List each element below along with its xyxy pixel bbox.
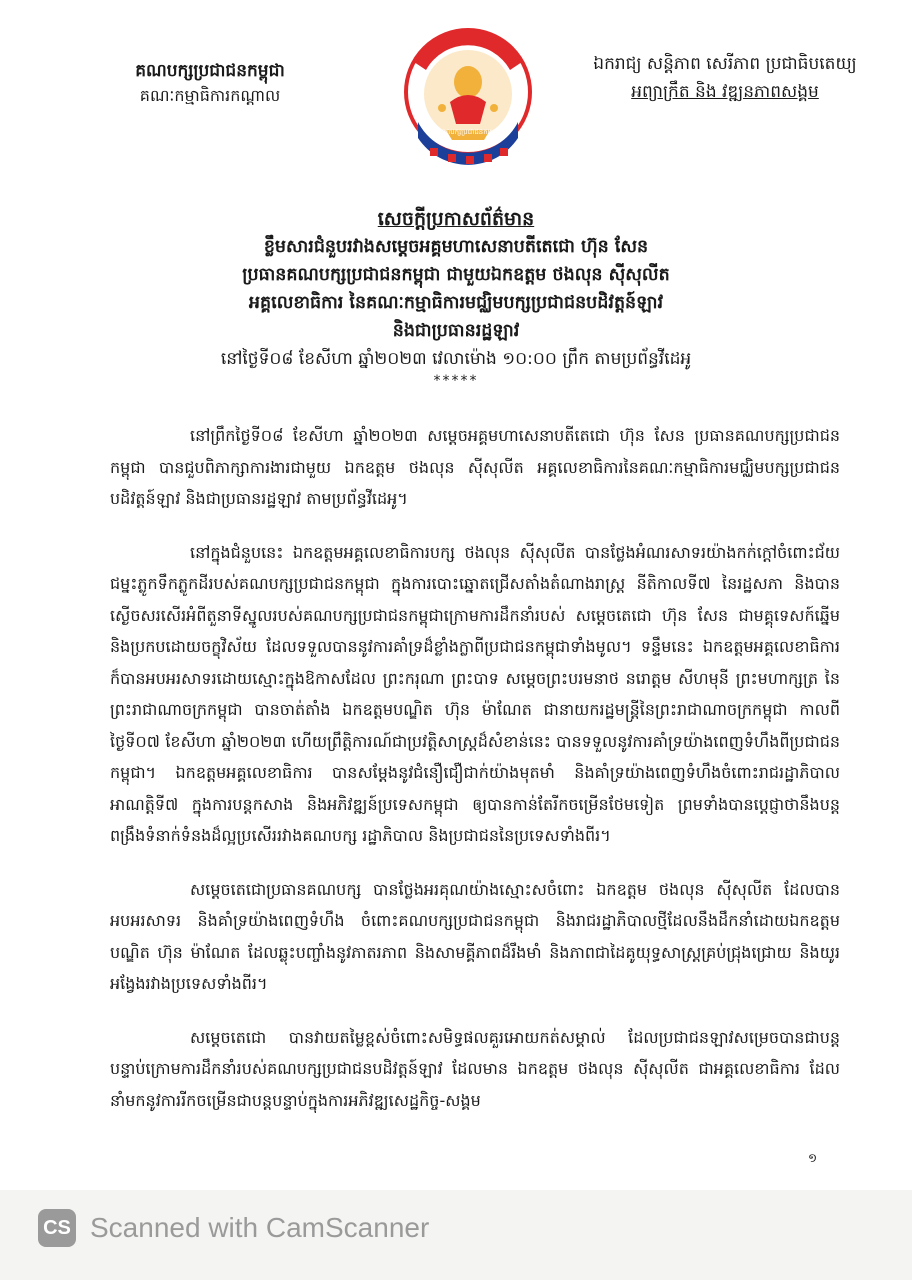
paragraph: នៅក្នុងជំនួបនេះ ឯកឧត្តមអគ្គលេខាធិការបក្ស ថងលុន ស៊ីសុលីត បានថ្លែងអំណរសាទរយ៉ាងកក់ក្តៅចំពោះជ័យជម្នះភ្លូកទឹកភ្លូកដីរបស់គណបក្សប្រជាជនកម្ពុជា ក្នុងការបោះឆ្នោតជ្រើសតាំងតំណាងរាស្ត្រ នីតិកាលទី៧ នៃរដ្ឋសភា និងបានស្ងើចសរសើរអំពីតួនាទីស្នូលរបស់គណបក្សប្រជាជនកម្ពុជាក្រោមការដឹកនាំរបស់ សម្តេចតេជោ ហ៊ុន សែន ជាមគ្គុទេសក៍ឆ្នើម និងប្រកបដោយចក្ខុវិស័យ ដែលទទួលបាននូវការគាំទ្រដ៏ខ្លាំងក្លាពីប្រជាជនកម្ពុជាទាំងមូល។ ទន្ទឹមនេះ ឯកឧត្តមអគ្គលេខាធិការ ក៏បានអបអរសាទរដោយស្មោះក្នុងឱកាសដែល ព្រះករុណា ព្រះបាទ សម្តេចព្រះបរមនាថ នរោត្តម សីហមុនី ព្រះមហាក្សត្រ នៃព្រះរាជាណាចក្រកម្ពុជា បានចាត់តាំង ឯកឧត្តមបណ្ឌិត ហ៊ុន ម៉ាណែត ជានាយករដ្ឋមន្ត្រីនៃព្រះរាជាណាចក្រកម្ពុជា កាលពីថ្ងៃទី០៧ ខែសីហា ឆ្នាំ២០២៣ ហើយព្រឹត្តិការណ៍ជាប្រវត្តិសាស្ត្រដ៏សំខាន់នេះ បានទទួលនូវការគាំទ្រយ៉ាងពេញទំហឹងពីប្រជាជនកម្ពុជា។ ឯកឧត្តមអគ្គលេខាធិការ បានសម្តែងនូវជំនឿជឿជាក់យ៉ាងមុតមាំ និងគាំទ្រយ៉ាងពេញទំហឹងចំពោះរាជរដ្ឋាភិបាលអាណត្តិទី៧ ក្នុងការបន្តកសាង និងអភិវឌ្ឍន៍ប្រទេសកម្ពុជា ឲ្យបានកាន់តែរីកចម្រើនថែមទៀត ព្រមទាំងបានប្តេជ្ញាថានឹងបន្តពង្រឹងទំនាក់ទំនងដ៏ល្អប្រសើររវាងគណបក្ស រដ្ឋាភិបាល និងប្រជាជននៃប្រទេសទាំងពីរ។ (110, 542, 840, 845)
body-text (110, 420, 840, 1138)
motto-line-1: ឯករាជ្យ សន្តិភាព សេរីភាព ប្រជាធិបតេយ្យ (593, 54, 857, 74)
motto-line-2 (580, 78, 870, 106)
paragraph: នៅព្រឹកថ្ងៃទី០៨ ខែសីហា ឆ្នាំ២០២៣ សម្តេចអគ្គមហាសេនាបតីតេជោ ហ៊ុន សែន ប្រធានគណបក្សប្រជាជនកម្ពុជា បានជួបពិភាក្សាការងារជាមួយ ឯកឧត្តម ថងលុន ស៊ីសុលីត អគ្គលេខាធិការនៃគណៈកម្មាធិការមជ្ឈិមបក្សប្រជាជនបដិវត្តន៍ឡាវ និងជាប្រធានរដ្ឋឡាវ តាមប្រព័ន្ធវីដេអូ។ (110, 426, 840, 508)
title-line-4: និងជាប្រធានរដ្ឋឡាវ (392, 321, 520, 341)
page-number: ១ (808, 1151, 818, 1165)
date-line: នៅថ្ងៃទី០៨ ខែសីហា ឆ្នាំ២០២៣ វេលាម៉ោង ១០:០០ ព្រឹក តាមប្រព័ន្ធវីដេអូ (220, 349, 692, 369)
paragraph: សម្តេចតេជោ បានវាយតម្លៃខ្ពស់ចំពោះសមិទ្ធផលគួរអោយកត់សម្គាល់ ដែលប្រជាជនឡាវសម្រេចបានជាបន្តបន្ទាប់ក្រោមការដឹកនាំរបស់គណបក្សប្រជាជនបដិវត្តន៍ឡាវ ដែលមាន ឯកឧត្តម ថងលុន ស៊ីសុលីត ជាអគ្គលេខាធិការ ដែលនាំមកនូវការរីកចម្រើនជាបន្តបន្ទាប់ក្នុងការអភិវឌ្ឍសេដ្ឋកិច្ច-សង្គម (110, 1027, 840, 1110)
title-line-3: អគ្គលេខាធិការ នៃគណៈកម្មាធិការមជ្ឈិមបក្សប្រជាជនបដិវត្តន៍ឡាវ (248, 293, 664, 313)
separator-stars: ***** (433, 373, 479, 389)
motto-line-2-text: អព្យាក្រឹត និង វឌ្ឍនភាពសង្គម (631, 82, 819, 102)
title-block (60, 205, 852, 389)
camscanner-watermark (38, 1208, 429, 1248)
party-name: គណបក្សប្រជាជនកម្ពុជា (135, 61, 285, 81)
title-line-2: ប្រធានគណបក្សប្រជាជនកម្ពុជា ជាមួយឯកឧត្តម ថងលុន ស៊ីសុលីត (242, 265, 670, 285)
party-logo (400, 22, 536, 170)
title-line-1: ខ្លឹមសារជំនួបរវាងសម្តេចអគ្គមហាសេនាបតីតេជោ ហ៊ុន សែន (263, 237, 649, 257)
header-left (100, 58, 320, 108)
paragraph: សម្តេចតេជោប្រធានគណបក្ស បានថ្លែងអរគុណយ៉ាងស្មោះសចំពោះ ឯកឧត្តម ថងលុន ស៊ីសុលីត ដែលបានអបអរសាទរ និងគាំទ្រយ៉ាងពេញទំហឹង ចំពោះគណបក្សប្រជាជនកម្ពុជា និងរាជរដ្ឋាភិបាលថ្មីដែលនឹងដឹកនាំដោយឯកឧត្តម បណ្ឌិត ហ៊ុន ម៉ាណែត ដែលឆ្លុះបញ្ចាំងនូវភាតរភាព និងសាមគ្គីភាពដ៏រឹងមាំ និងភាពជាដៃគូយុទ្ធសាស្ត្រគ្រប់ជ្រុងជ្រោយ និងយូរអង្វែងរវាងប្រទេសទាំងពីរ។ (110, 879, 840, 993)
logo-text: គណបក្សប្រជាជនកម្ពុជា (437, 128, 499, 136)
committee-name: គណៈកម្មាធិការកណ្តាល (139, 86, 281, 105)
header-right (580, 50, 870, 106)
camscanner-logo: CS (38, 1209, 76, 1247)
document-title: សេចក្តីប្រកាសព័ត៌មាន (377, 208, 535, 230)
watermark-text: Scanned with CamScanner (90, 1212, 430, 1243)
